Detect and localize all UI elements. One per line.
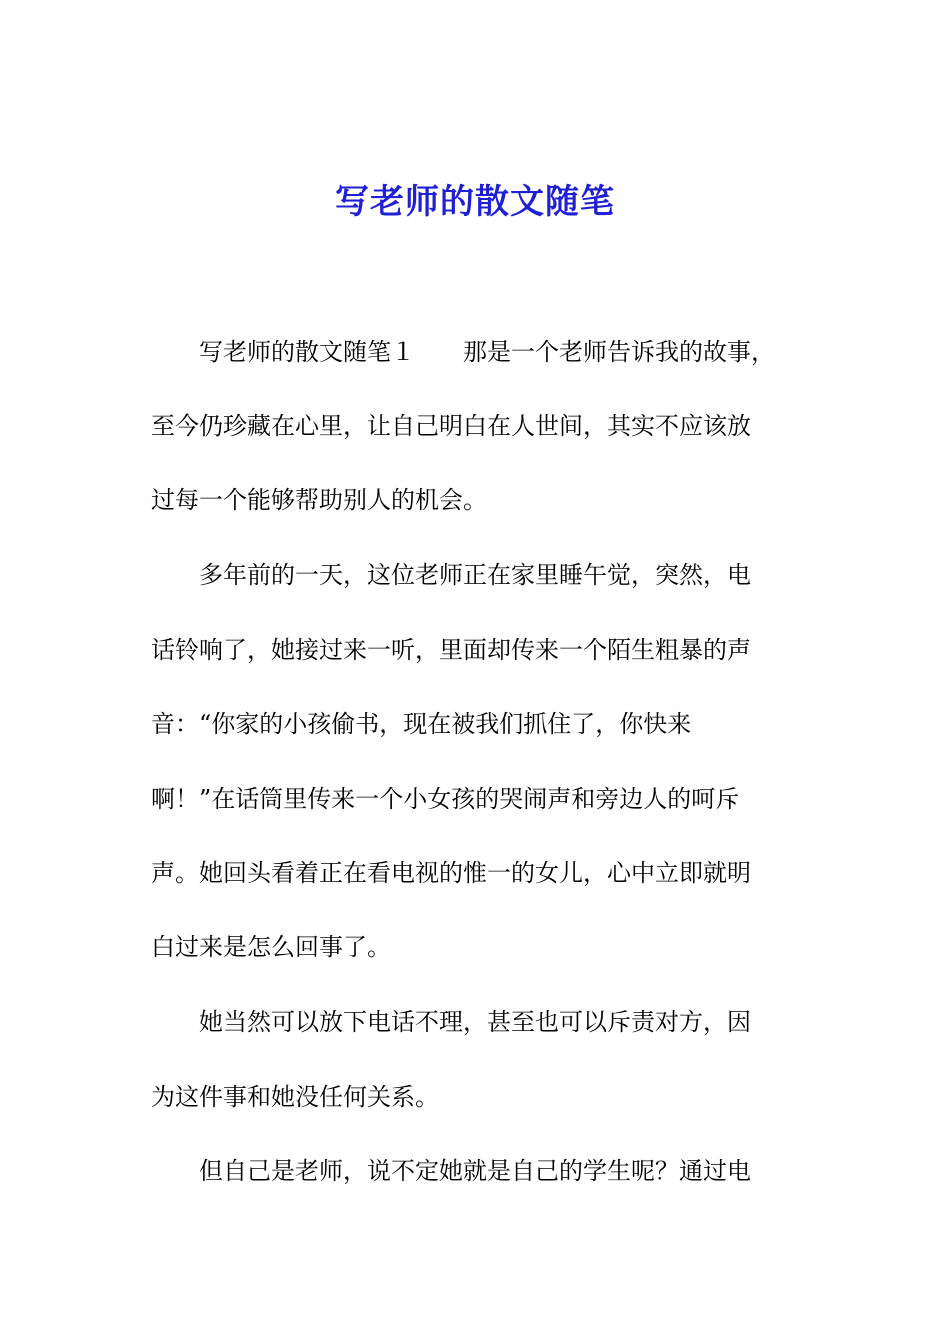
text-line: 过每一个能够帮助别人的机会。 <box>151 486 487 514</box>
text-line: 音：“你家的小孩偷书，现在被我们抓住了，你快来 <box>151 710 692 738</box>
text-line: 但自己是老师，说不定她就是自己的学生呢？通过电 <box>151 1157 751 1185</box>
text-line: 写老师的散文随笔１ 那是一个老师告诉我的故事， <box>151 338 775 366</box>
text-line: 话铃响了，她接过来一听，里面却传来一个陌生粗暴的声 <box>151 636 751 664</box>
text-line: 为这件事和她没任何关系。 <box>151 1083 439 1111</box>
text-line: 至今仍珍藏在心里，让自己明白在人世间，其实不应该放 <box>151 412 751 440</box>
text-line: 多年前的一天，这位老师正在家里睡午觉，突然，电 <box>151 561 751 589</box>
document-title: 写老师的散文随笔 <box>335 182 615 222</box>
text-line: 白过来是怎么回事了。 <box>151 933 391 961</box>
text-line: 声。她回头看着正在看电视的惟一的女儿，心中立即就明 <box>151 859 751 887</box>
text-line: 啊！”在话筒里传来一个小女孩的哭闹声和旁边人的呵斥 <box>151 785 740 813</box>
text-line: 她当然可以放下电话不理，甚至也可以斥责对方，因 <box>151 1008 751 1036</box>
